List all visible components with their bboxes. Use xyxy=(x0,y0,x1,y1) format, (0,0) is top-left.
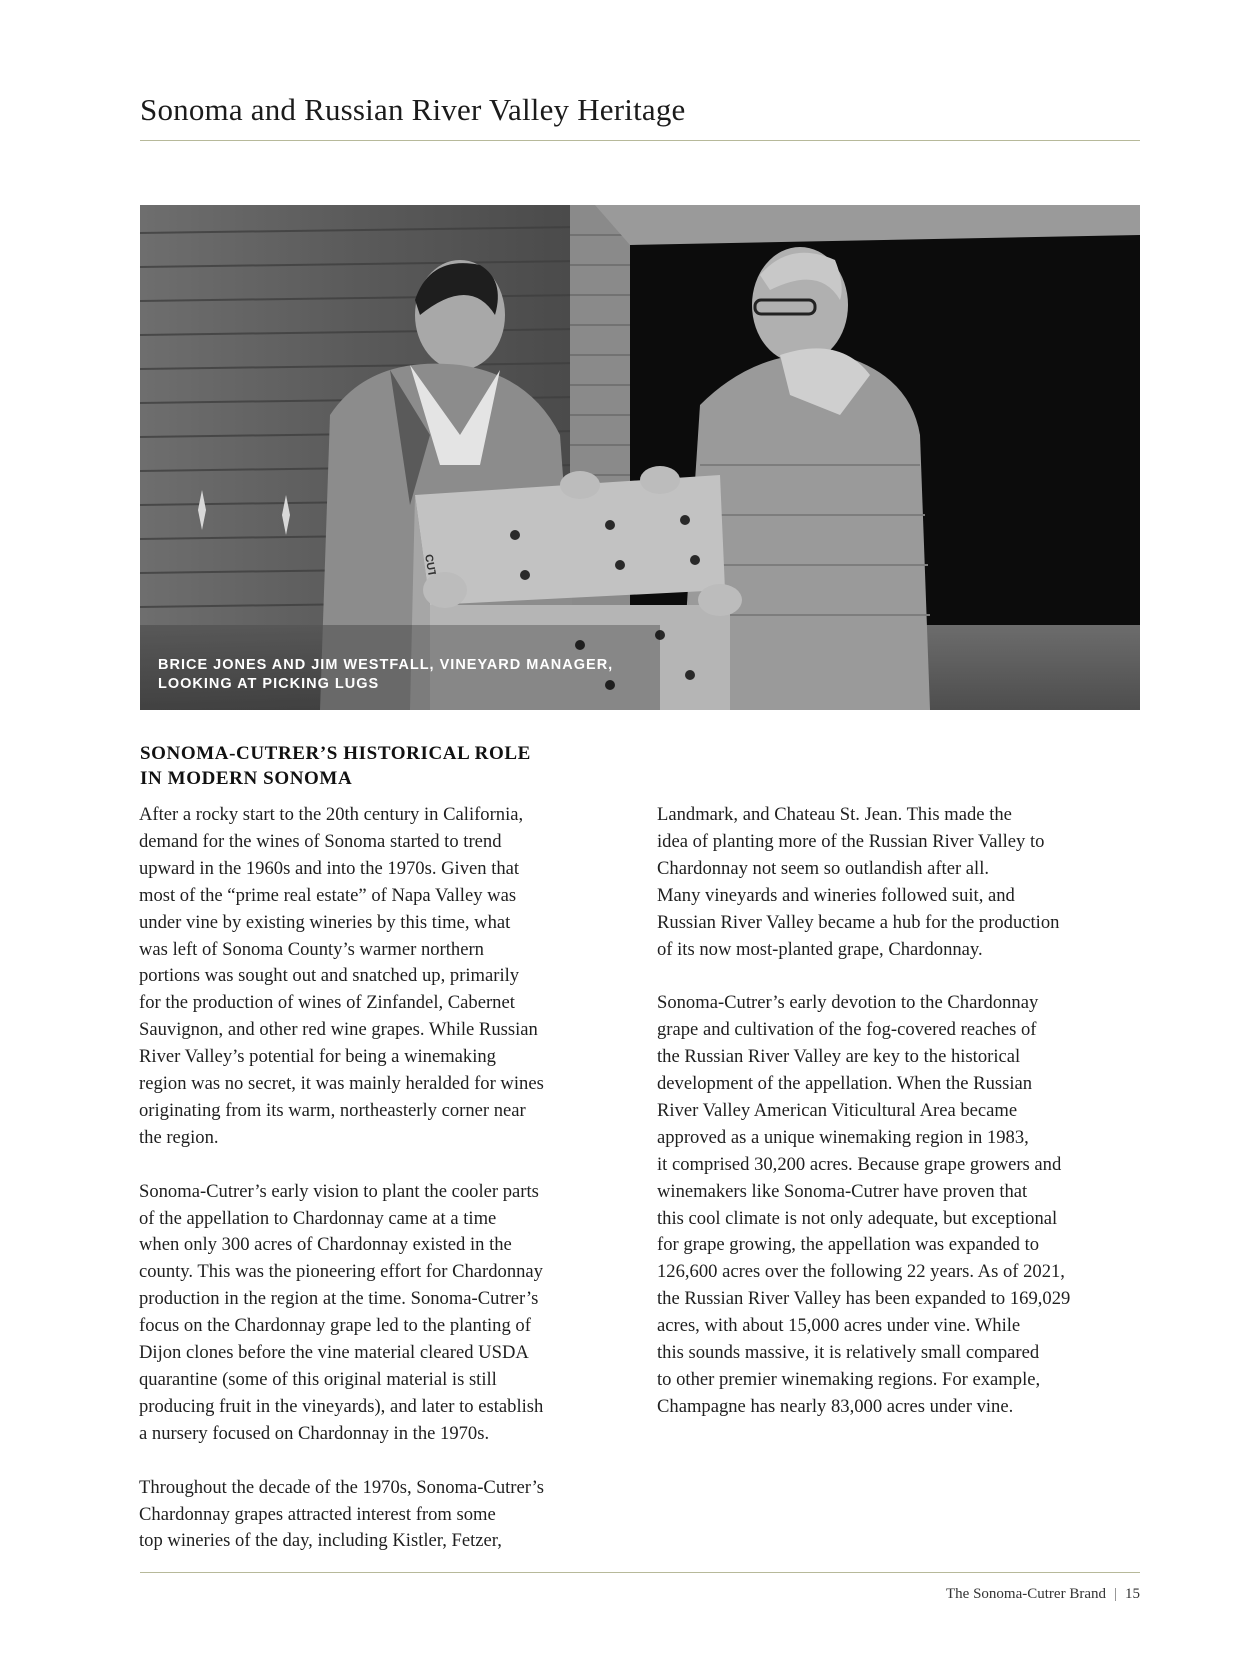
section-heading-line: IN MODERN SONOMA xyxy=(140,768,353,789)
photo-caption-line: BRICE JONES AND JIM WESTFALL, VINEYARD MANAGER, xyxy=(158,657,614,673)
page-footer xyxy=(946,1586,1140,1603)
text-line: the Russian River Valley are key to the historical xyxy=(657,1046,1021,1068)
text-line: a nursery focused on Chardonnay in the 1970s. xyxy=(139,1422,490,1444)
photo-icon xyxy=(140,205,1140,710)
text-line: this cool climate is not only adequate, but exceptional xyxy=(657,1207,1058,1229)
text-line: quarantine (some of this original material is still xyxy=(139,1369,497,1391)
text-line: Sauvignon, and other red wine grapes. While Russian xyxy=(139,1019,538,1041)
left-column xyxy=(139,802,629,1582)
text-line: focus on the Chardonnay grape led to the planting of xyxy=(139,1315,531,1337)
page-number: 15 xyxy=(1125,1586,1140,1602)
text-line: county. This was the pioneering effort for Chardonnay xyxy=(139,1261,543,1283)
text-line: for grape growing, the appellation was expanded to xyxy=(657,1234,1040,1256)
text-line: Dijon clones before the vine material cleared USDA xyxy=(139,1342,529,1364)
text-line: top wineries of the day, including Kistler, Fetzer, xyxy=(139,1530,502,1552)
photo-caption-line: LOOKING AT PICKING LUGS xyxy=(158,676,380,692)
text-line: Throughout the decade of the 1970s, Sonoma-Cutrer’s xyxy=(139,1476,545,1498)
right-column xyxy=(657,802,1147,1448)
text-line: of the appellation to Chardonnay came at a time xyxy=(139,1207,497,1229)
historical-photo xyxy=(140,205,1140,710)
text-line: acres, with about 15,000 acres under vine. While xyxy=(657,1315,1021,1337)
paragraph xyxy=(139,1475,629,1556)
text-line: the Russian River Valley has been expanded to 169,029 xyxy=(657,1288,1071,1310)
footer-rule xyxy=(140,1572,1140,1573)
text-line: Russian River Valley became a hub for the production xyxy=(657,911,1060,933)
text-line: 126,600 acres over the following 22 years. As of 2021, xyxy=(657,1261,1065,1283)
text-line: region was no secret, it was mainly heralded for wines xyxy=(139,1073,544,1095)
text-line: River Valley’s potential for being a winemaking xyxy=(139,1046,496,1068)
page-title: Sonoma and Russian River Valley Heritage xyxy=(140,92,686,127)
text-line: demand for the wines of Sonoma started to trend xyxy=(139,830,502,852)
text-line: producing fruit in the vineyards), and later to establish xyxy=(139,1395,544,1417)
text-line: to other premier winemaking regions. For example, xyxy=(657,1369,1041,1391)
paragraph xyxy=(657,990,1147,1421)
text-line: Champagne has nearly 83,000 acres under vine. xyxy=(657,1395,1014,1417)
text-line: Landmark, and Chateau St. Jean. This made the xyxy=(657,804,1012,825)
text-line: it comprised 30,200 acres. Because grape growers and xyxy=(657,1153,1062,1175)
text-line: Sonoma-Cutrer’s early devotion to the Chardonnay xyxy=(657,992,1039,1014)
text-line: winemakers like Sonoma-Cutrer have proven that xyxy=(657,1180,1028,1202)
section-heading-line: SONOMA-CUTRER’S HISTORICAL ROLE xyxy=(140,743,531,764)
text-line: Many vineyards and wineries followed suit, and xyxy=(657,884,1015,906)
text-line: was left of Sonoma County’s warmer northern xyxy=(139,938,484,960)
text-line: approved as a unique winemaking region in 1983, xyxy=(657,1126,1029,1148)
text-line: most of the “prime real estate” of Napa Valley was xyxy=(139,884,517,906)
header-rule xyxy=(140,140,1140,141)
photo-caption xyxy=(158,656,613,694)
paragraph xyxy=(139,1179,629,1448)
text-line: After a rocky start to the 20th century in California, xyxy=(139,804,524,825)
text-line: production in the region at the time. Sonoma-Cutrer’s xyxy=(139,1288,539,1310)
text-line: this sounds massive, it is relatively small compared xyxy=(657,1342,1040,1364)
paragraph xyxy=(657,802,1147,963)
text-line: River Valley American Viticultural Area became xyxy=(657,1099,1018,1121)
text-line: development of the appellation. When the Russian xyxy=(657,1073,1033,1095)
text-line: when only 300 acres of Chardonnay existed in the xyxy=(139,1234,512,1256)
text-line: under vine by existing wineries by this time, what xyxy=(139,911,511,933)
text-line: for the production of wines of Zinfandel, Cabernet xyxy=(139,992,515,1014)
text-line: portions was sought out and snatched up, primarily xyxy=(139,965,520,987)
text-line: originating from its warm, northeasterly corner near xyxy=(139,1099,526,1121)
text-line: the region. xyxy=(139,1126,219,1148)
text-line: idea of planting more of the Russian River Valley to xyxy=(657,830,1045,852)
footer-brand: The Sonoma-Cutrer Brand xyxy=(946,1586,1106,1602)
text-line: grape and cultivation of the fog-covered reaches of xyxy=(657,1019,1037,1041)
text-line: Chardonnay not seem so outlandish after all. xyxy=(657,857,990,879)
paragraph xyxy=(139,802,629,1152)
text-line: Chardonnay grapes attracted interest from some xyxy=(139,1503,496,1525)
footer-separator: | xyxy=(1113,1586,1117,1602)
text-line: Sonoma-Cutrer’s early vision to plant the cooler parts xyxy=(139,1180,539,1202)
text-line: upward in the 1960s and into the 1970s. Given that xyxy=(139,857,520,879)
text-line: of its now most-planted grape, Chardonnay. xyxy=(657,938,983,960)
section-heading xyxy=(140,741,531,791)
